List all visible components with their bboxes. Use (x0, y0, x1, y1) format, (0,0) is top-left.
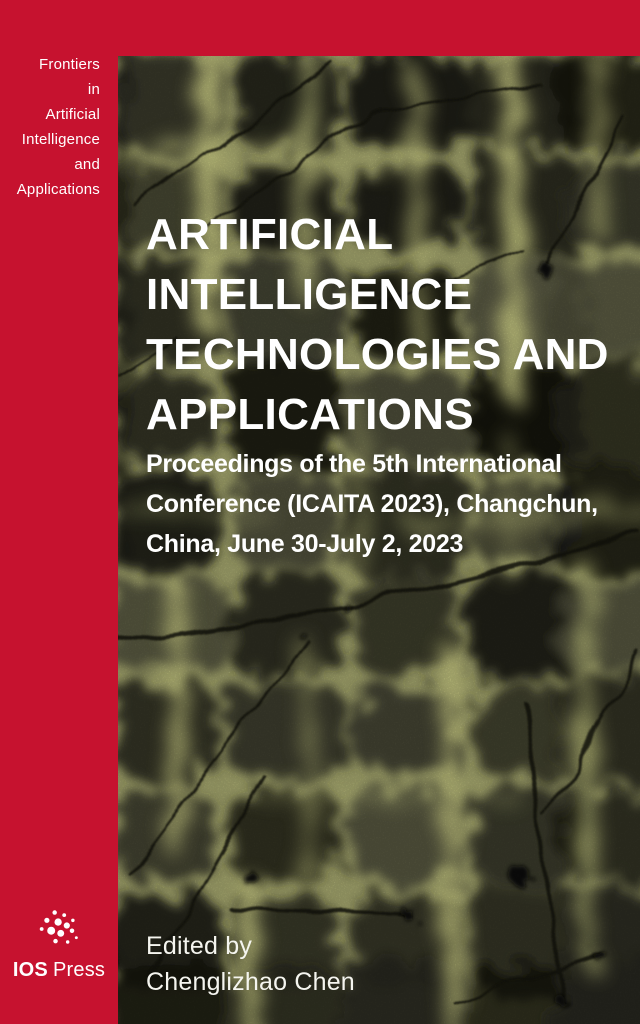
subtitle-line: China, June 30-July 2, 2023 (146, 530, 464, 558)
publisher-name (0, 959, 118, 982)
title-line: INTELLIGENCE (146, 270, 473, 319)
publisher-block (0, 906, 118, 982)
publisher-name-bold: IOS (12, 959, 48, 981)
book-subtitle (146, 444, 598, 564)
title-line: APPLICATIONS (146, 390, 474, 439)
series-line: Intelligence (21, 131, 100, 148)
series-line: in (87, 81, 100, 98)
series-banner (0, 52, 100, 202)
series-line: Artificial (45, 106, 100, 123)
series-line: Applications (16, 181, 100, 198)
ios-press-dots-logo-icon (33, 906, 85, 952)
series-line: and (74, 156, 100, 173)
title-line: ARTIFICIAL (146, 210, 394, 259)
editor-name: Chenglizhao Chen (146, 968, 355, 996)
subtitle-line: Proceedings of the 5th International (146, 450, 562, 478)
publisher-name-regular: Press (52, 959, 106, 981)
editor-block (146, 928, 355, 1000)
edited-by-label: Edited by (146, 932, 253, 960)
series-line: Frontiers (39, 56, 100, 73)
subtitle-line: Conference (ICAITA 2023), Changchun, (146, 490, 598, 518)
book-title (146, 205, 609, 445)
title-line: TECHNOLOGIES AND (146, 330, 609, 379)
